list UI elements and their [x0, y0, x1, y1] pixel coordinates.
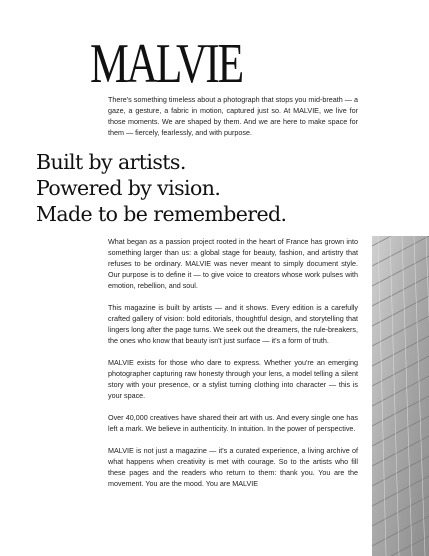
body-paragraph: This magazine is built by artists — and it shows. Every edition is a carefully crafted gallery of vision: bold editorials, thoughtful design, and storytelling that lingers long after the page turns. We seek out the dreamers, the rule-breakers, the ones who know that beauty isn't just surface — it's a form of truth.	[108, 303, 358, 345]
body-text	[108, 236, 358, 500]
intro-paragraph: There's something timeless about a photograph that stops you mid-breath — a gaze, a gesture, a fabric in motion, captured just so. At MALVIE, we live for those moments. We are shaped by them. And we are here to make space for them — fiercely, fearlessly, and with purpose.	[108, 95, 358, 137]
headline-line-3: Made to be remembered.	[36, 202, 287, 226]
body-paragraph: Over 40,000 creatives have shared their art with us. And every single one has left a mark. We believe in authenticity. In intuition. In the power of perspective.	[108, 413, 358, 433]
body-paragraph: What began as a passion project rooted in the heart of France has grown into something larger than us: a global stage for beauty, fashion, and artistry that refuses to be ordinary. MALVIE was never meant to simply document style. Our purpose is to define it — to give voice to creators whose work pulses with emotion, rebellion, and soul.	[108, 237, 358, 290]
building-facade-image	[372, 236, 429, 556]
architecture-photo	[372, 236, 429, 556]
headline-line-2: Powered by vision.	[36, 176, 221, 200]
headline	[36, 149, 286, 227]
body-paragraph: MALVIE exists for those who dare to express. Whether you're an emerging photographer capturing raw honesty through your lens, a model telling a silent story with your presence, or a stylist turning clothing into character — this is your space.	[108, 358, 358, 400]
body-paragraph: MALVIE is not just a magazine — it's a curated experience, a living archive of what happens when creativity is met with courage. So to the artists who fill these pages and the readers who return to them: thank you. You are the movement. You are the mood. You are MALVIE	[108, 446, 358, 488]
headline-line-1: Built by artists.	[36, 150, 186, 174]
masthead-title: MALVIE	[90, 33, 242, 95]
